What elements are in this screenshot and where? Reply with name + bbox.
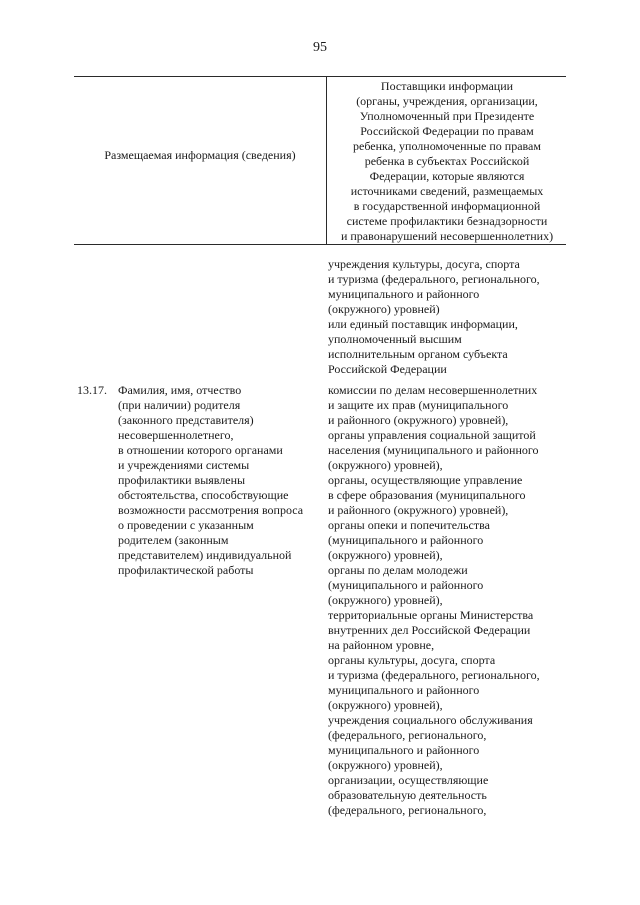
row-info-line: (законного представителя) bbox=[118, 413, 254, 427]
row-provider-line: (муниципального и районного bbox=[328, 578, 484, 592]
header-column-divider bbox=[326, 76, 327, 244]
row-info-line: родителем (законным bbox=[118, 533, 229, 547]
row-provider-line: (окружного) уровней), bbox=[328, 593, 443, 607]
row-provider-line: органы управления социальной защитой bbox=[328, 428, 536, 442]
header-providers-line: Федерации, которые являются bbox=[369, 169, 525, 183]
row-provider-line: на районном уровне, bbox=[328, 638, 435, 652]
header-providers-line: ребенка, уполномоченные по правам bbox=[353, 139, 541, 153]
row-provider-line: (федерального, регионального, bbox=[328, 803, 487, 817]
row-provider-line: муниципального и районного bbox=[328, 683, 480, 697]
row-info-line: о проведении с указанным bbox=[118, 518, 254, 532]
header-providers-line: ребенка в субъектах Российской bbox=[364, 154, 530, 168]
header-providers-line: Уполномоченный при Президенте bbox=[359, 109, 535, 123]
header-providers-line: источниками сведений, размещаемых bbox=[350, 184, 544, 198]
row-provider-line: органы опеки и попечительства bbox=[328, 518, 490, 532]
row-provider-line: населения (муниципального и районного bbox=[328, 443, 539, 457]
row-provider-line: и районного (окружного) уровней), bbox=[328, 413, 509, 427]
header-providers-line: в государственной информационной bbox=[353, 199, 541, 213]
continued-provider-line: или единый поставщик информации, bbox=[328, 317, 518, 331]
row-info-line: возможности рассмотрения вопроса bbox=[118, 503, 304, 517]
row-provider-line: (окружного) уровней), bbox=[328, 458, 443, 472]
row-provider-line: (окружного) уровней), bbox=[328, 758, 443, 772]
row-provider-line: (окружного) уровней), bbox=[328, 548, 443, 562]
row-provider-line: (муниципального и районного bbox=[328, 533, 484, 547]
row-provider-line: и защите их прав (муниципального bbox=[328, 398, 509, 412]
row-info-line: Фамилия, имя, отчество bbox=[118, 383, 242, 397]
row-provider-line: образовательную деятельность bbox=[328, 788, 487, 802]
row-info-line: и учреждениями системы bbox=[118, 458, 250, 472]
header-bottom-rule bbox=[74, 244, 566, 245]
row-info-line: в отношении которого органами bbox=[118, 443, 283, 457]
row-provider-line: внутренних дел Российской Федерации bbox=[328, 623, 531, 637]
row-info-line: (при наличии) родителя bbox=[118, 398, 241, 412]
continued-provider-line: учреждения культуры, досуга, спорта bbox=[328, 257, 520, 271]
header-providers-line: Поставщики информации bbox=[380, 79, 514, 93]
page-number: 95 bbox=[313, 40, 327, 55]
row-provider-line: органы по делам молодежи bbox=[328, 563, 468, 577]
table-top-rule bbox=[74, 76, 566, 77]
row-info-line: профилактической работы bbox=[118, 563, 254, 577]
continued-providers-cell bbox=[328, 257, 568, 377]
row-provider-line: организации, осуществляющие bbox=[328, 773, 489, 787]
continued-provider-line: муниципального и районного bbox=[328, 287, 480, 301]
row-provider-line: органы культуры, досуга, спорта bbox=[328, 653, 496, 667]
row-provider-line: учреждения социального обслуживания bbox=[328, 713, 533, 727]
continued-provider-line: и туризма (федерального, регионального, bbox=[328, 272, 540, 286]
header-providers-column bbox=[328, 79, 566, 244]
row-provider-line: в сфере образования (муниципального bbox=[328, 488, 526, 502]
continued-provider-line: исполнительным органом субъекта bbox=[328, 347, 508, 361]
continued-provider-line: уполномоченный высшим bbox=[328, 332, 462, 346]
row-provider-line: муниципального и районного bbox=[328, 743, 480, 757]
header-providers-line: системе профилактики безнадзорности bbox=[346, 214, 548, 228]
header-providers-line: и правонарушений несовершеннолетних) bbox=[340, 229, 554, 243]
header-providers-line: (органы, учреждения, организации, bbox=[356, 94, 538, 108]
row-provider-line: органы, осуществляющие управление bbox=[328, 473, 523, 487]
row-info-line: несовершеннолетнего, bbox=[118, 428, 234, 442]
row-info-line: обстоятельства, способствующие bbox=[118, 488, 289, 502]
continued-provider-line: Российской Федерации bbox=[328, 362, 447, 376]
row-number: 13.17. bbox=[77, 383, 107, 397]
row-provider-line: и районного (окружного) уровней), bbox=[328, 503, 509, 517]
row-provider-line: (федерального, регионального, bbox=[328, 728, 487, 742]
row-info-line: профилактики выявлены bbox=[118, 473, 246, 487]
header-providers-line: Российской Федерации по правам bbox=[360, 124, 534, 138]
row-info-line: представителем) индивидуальной bbox=[118, 548, 292, 562]
row-provider-line: территориальные органы Министерства bbox=[328, 608, 534, 622]
header-info-column: Размещаемая информация (сведения) bbox=[104, 148, 296, 162]
row-providers-cell bbox=[328, 383, 568, 818]
row-provider-line: комиссии по делам несовершеннолетних bbox=[328, 383, 538, 397]
continued-provider-line: (окружного) уровней) bbox=[328, 302, 440, 316]
row-info-cell bbox=[118, 383, 323, 578]
row-provider-line: и туризма (федерального, регионального, bbox=[328, 668, 540, 682]
row-provider-line: (окружного) уровней), bbox=[328, 698, 443, 712]
